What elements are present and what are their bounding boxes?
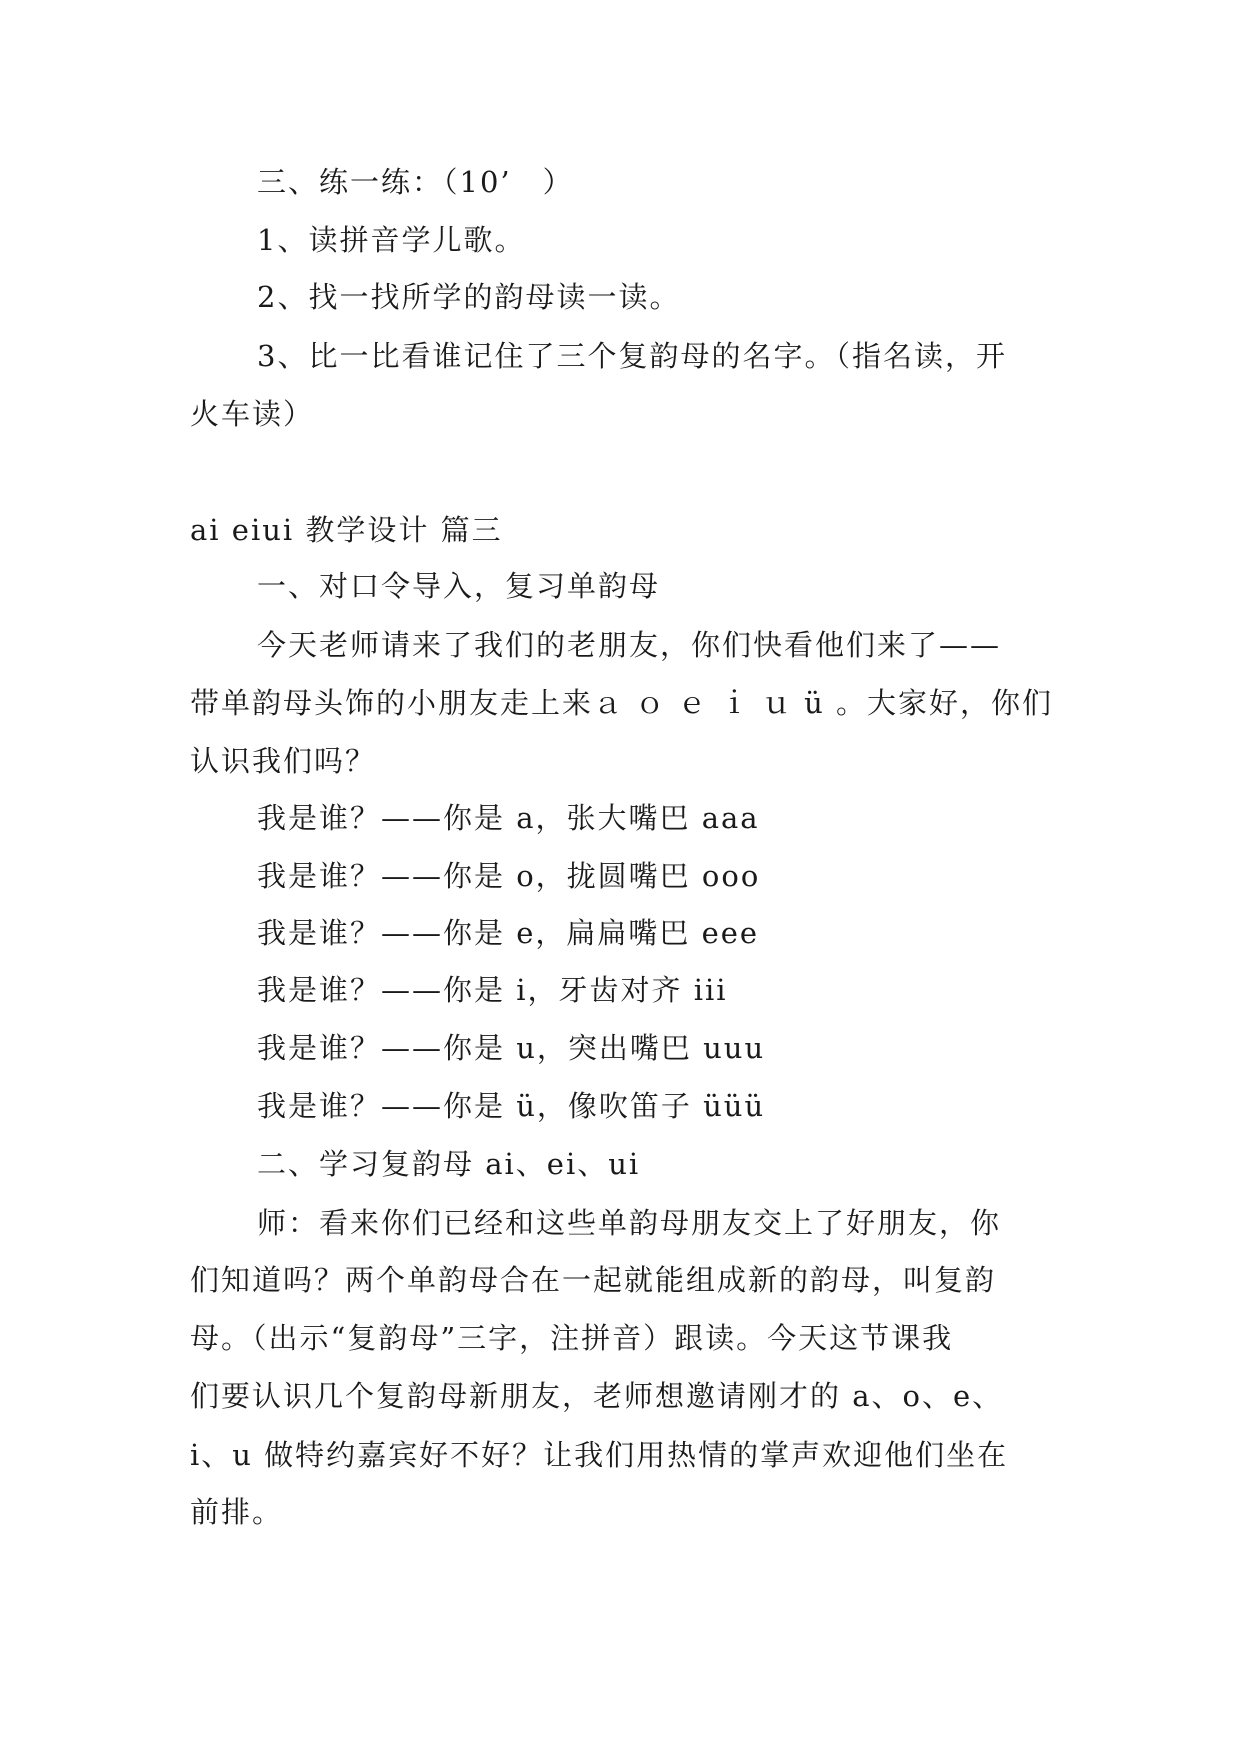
intro-line-3: 认识我们吗？: [190, 744, 377, 778]
teacher-line-4: 们要认识几个复韵母新朋友，老师想邀请刚才的 a、o、e、: [190, 1379, 1004, 1413]
practice-item-1: 1、读拼音学儿歌。: [257, 223, 526, 257]
teacher-line-2: 们知道吗？两个单韵母合在一起就能组成新的韵母，叫复韵: [190, 1263, 997, 1297]
part1-heading: 一、对口令导入，复习单韵母: [257, 569, 661, 603]
dialogue-line: 我是谁？——你是 ü，像吹笛子 üüü: [257, 1089, 766, 1123]
teacher-line-1: 师：看来你们已经和这些单韵母朋友交上了好朋友，你: [257, 1206, 1002, 1240]
dialogue-line: 我是谁？——你是 a，张大嘴巴 aaa: [257, 801, 760, 835]
dialogue-line: 我是谁？——你是 o，拢圆嘴巴 ooo: [257, 859, 761, 893]
teacher-line-6: 前排。: [190, 1495, 284, 1529]
intro-line-2: 带单韵母头饰的小朋友走上来ａ ｏ ｅ ｉ ｕ ü 。大家好，你们: [190, 686, 1053, 720]
dialogue-line: 我是谁？——你是 e，扁扁嘴巴 eee: [257, 916, 760, 950]
article-title: ai eiui 教学设计 篇三: [190, 513, 503, 547]
part2-heading: 二、学习复韵母 ai、ei、ui: [257, 1147, 641, 1181]
teacher-line-3: 母。（出示“复韵母”三字，注拼音）跟读。今天这节课我: [190, 1321, 954, 1355]
practice-item-3-line-1: 3、比一比看谁记住了三个复韵母的名字。（指名读，开: [257, 339, 1007, 373]
dialogue-line: 我是谁？——你是 u，突出嘴巴 uuu: [257, 1031, 766, 1065]
teacher-line-5: i、u 做特约嘉宾好不好？让我们用热情的掌声欢迎他们坐在: [190, 1438, 1009, 1472]
practice-item-2: 2、找一找所学的韵母读一读。: [257, 280, 681, 314]
dialogue-line: 我是谁？——你是 i，牙齿对齐 iii: [257, 973, 728, 1007]
practice-heading: 三、练一练：（10’ ）: [257, 165, 574, 199]
practice-item-3-line-2: 火车读）: [190, 397, 315, 431]
intro-line-1: 今天老师请来了我们的老朋友，你们快看他们来了——: [257, 628, 1002, 662]
